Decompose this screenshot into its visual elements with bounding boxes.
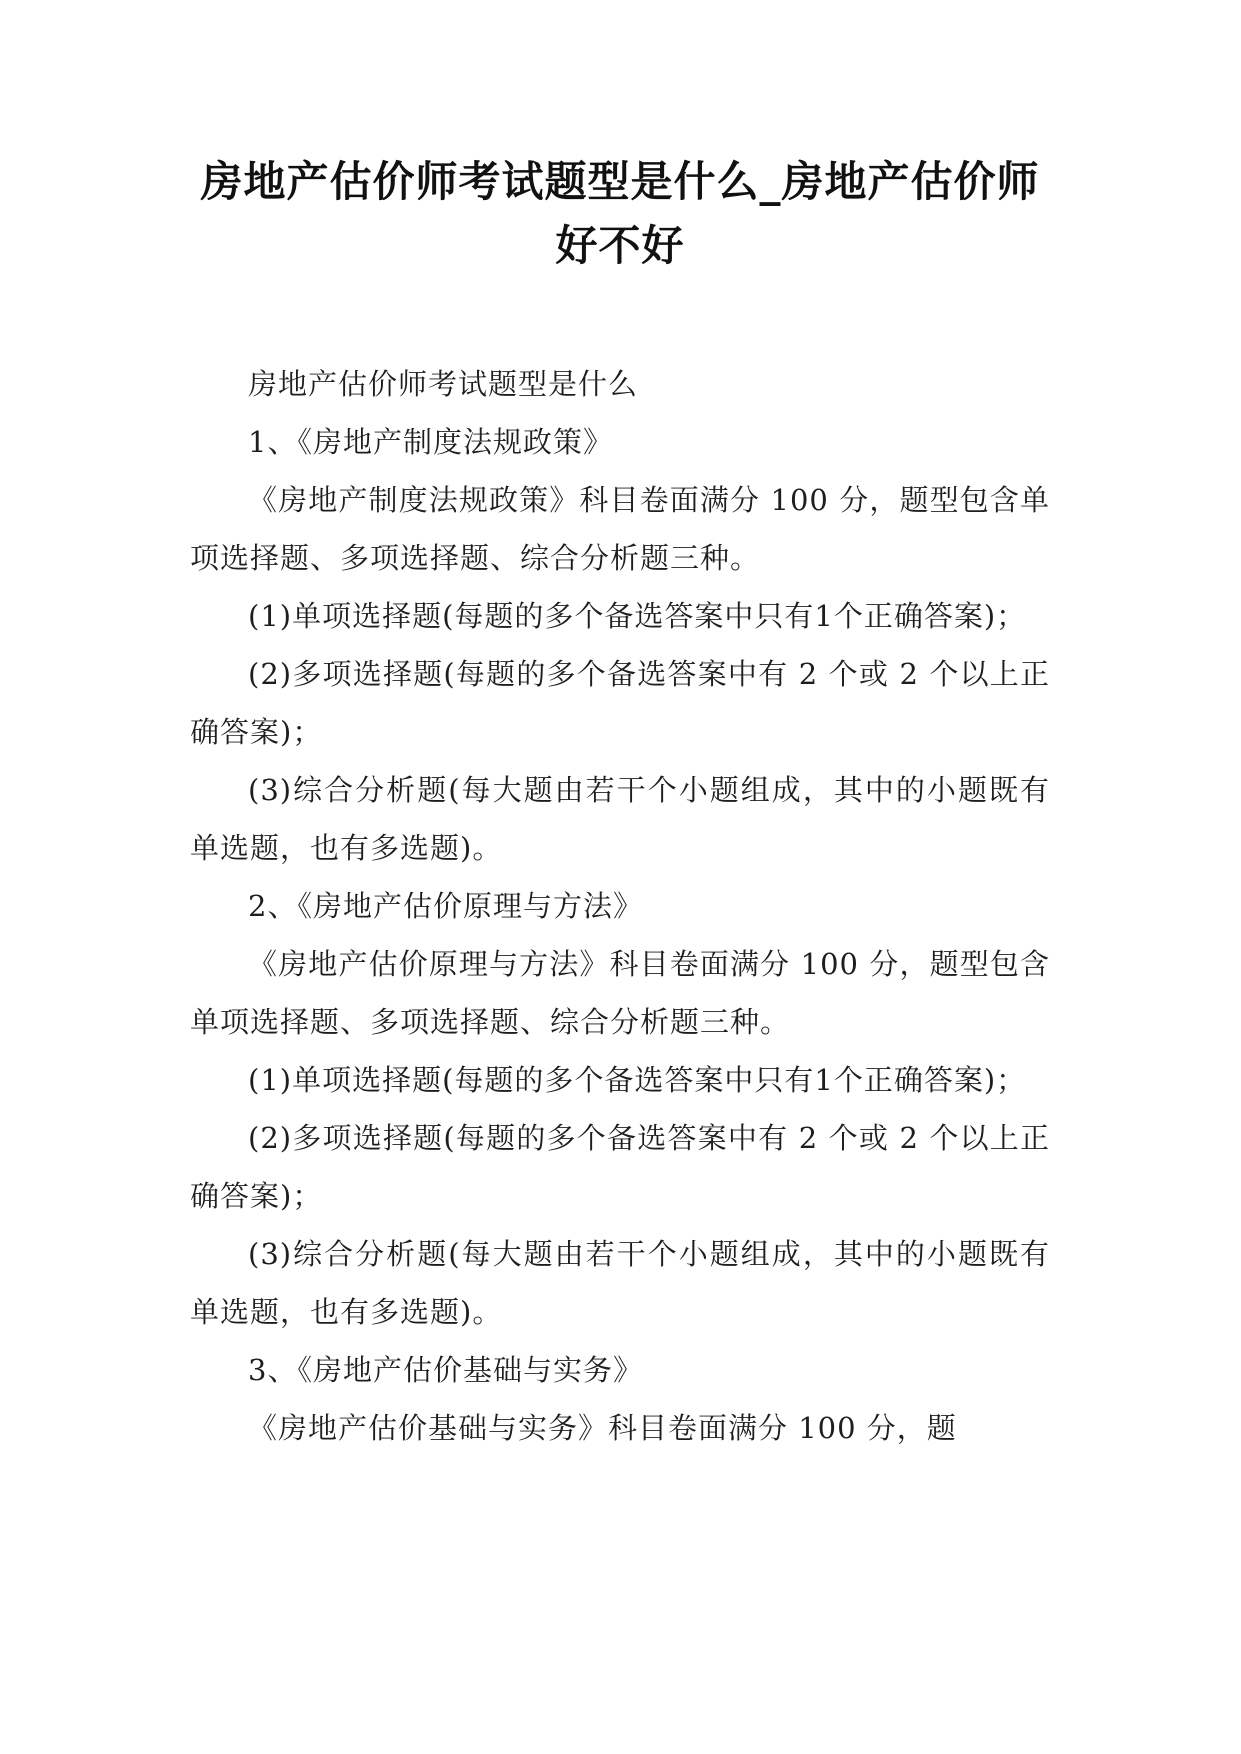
paragraph: (3)综合分析题(每大题由若干个小题组成，其中的小题既有单选题，也有多选题)。 (190, 1237, 1050, 1329)
document-body (190, 355, 1050, 1457)
paragraph: 《房地产估价基础与实务》科目卷面满分 100 分，题 (248, 1411, 957, 1445)
paragraph: 1、《房地产制度法规政策》 (248, 425, 613, 459)
paragraph: 房地产估价师考试题型是什么 (248, 367, 639, 401)
paragraph: (2)多项选择题(每题的多个备选答案中有 2 个或 2 个以上正确答案)； (190, 1121, 1050, 1213)
paragraph: 2、《房地产估价原理与方法》 (248, 889, 643, 923)
document-title: 房地产估价师考试题型是什么_房地产估价师好不好 (200, 157, 1040, 270)
paragraph: 《房地产制度法规政策》科目卷面满分 100 分，题型包含单项选择题、多项选择题、综合分析题三种。 (190, 483, 1050, 575)
paragraph: (2)多项选择题(每题的多个备选答案中有 2 个或 2 个以上正确答案)； (190, 657, 1050, 749)
paragraph: 3、《房地产估价基础与实务》 (248, 1353, 643, 1387)
paragraph: (1)单项选择题(每题的多个备选答案中只有1个正确答案)； (248, 1063, 1027, 1097)
paragraph: (1)单项选择题(每题的多个备选答案中只有1个正确答案)； (248, 599, 1027, 633)
paragraph: 《房地产估价原理与方法》科目卷面满分 100 分，题型包含单项选择题、多项选择题、综合分析题三种。 (190, 947, 1050, 1039)
paragraph: (3)综合分析题(每大题由若干个小题组成，其中的小题既有单选题，也有多选题)。 (190, 773, 1050, 865)
